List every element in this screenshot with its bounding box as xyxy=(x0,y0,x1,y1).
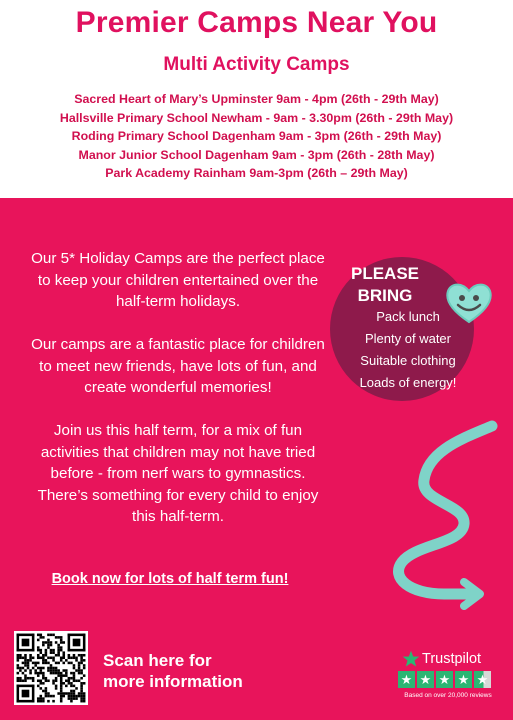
description-paragraph: Our camps are a fantastic place for children to meet new friends, have lots of fun, and create wonderful memories! xyxy=(31,336,325,396)
trustpilot-logo: Trustpilot xyxy=(422,651,482,667)
bring-item: Loads of energy! xyxy=(359,375,457,390)
page-title: Premier Camps Near You xyxy=(75,6,438,39)
trustpilot-review-count: Based on over 20,000 reviews xyxy=(404,692,492,699)
please-bring-heading-line2: BRING xyxy=(357,286,413,305)
page-subtitle: Multi Activity Camps xyxy=(163,54,350,75)
rating-star-half: ★ xyxy=(474,671,491,688)
rating-star: ★ xyxy=(455,671,472,688)
please-bring-heading-line1: PLEASE xyxy=(350,264,420,283)
camp-item: Manor Junior School Dagenham 9am - 3pm (26th - 28th May) xyxy=(78,147,435,162)
camp-list xyxy=(0,90,513,183)
header-section xyxy=(0,0,513,198)
scan-line1: Scan here for xyxy=(103,651,212,670)
book-now-link[interactable]: Book now for lots of half term fun! xyxy=(51,571,289,587)
description-paragraph: Our 5* Holiday Camps are the perfect place to keep your children entertained over the half-term holidays. xyxy=(31,250,325,310)
please-bring-heading xyxy=(330,263,440,307)
camp-item: Hallsville Primary School Newham - 9am - 3.30pm (26th - 29th May) xyxy=(59,110,454,125)
trustpilot-rating xyxy=(398,671,491,688)
rating-star: ★ xyxy=(398,671,415,688)
camp-item: Park Academy Rainham 9am-3pm (26th – 29th May) xyxy=(105,166,408,180)
rating-star: ★ xyxy=(417,671,434,688)
bring-item: Suitable clothing xyxy=(360,353,456,368)
bring-item: Plenty of water xyxy=(365,331,451,346)
description-text xyxy=(28,248,328,549)
scan-line2: more information xyxy=(103,672,243,691)
bring-item: Pack lunch xyxy=(376,309,440,324)
description-paragraph: Join us this half term, for a mix of fun activities that children may not have tried before - from nerf wars to gymnastics. There’s something for every child to enjoy this half-term. xyxy=(37,422,319,525)
smiley-heart-icon xyxy=(443,280,495,326)
rating-star: ★ xyxy=(436,671,453,688)
qr-code-icon[interactable] xyxy=(14,631,88,705)
camp-item: Roding Primary School Dagenham 9am - 3pm (26th - 29th May) xyxy=(71,129,442,143)
camp-item: Sacred Heart of Mary’s Upminster 9am - 4pm (26th - 29th May) xyxy=(74,92,439,106)
arrow-swirl-icon xyxy=(380,418,500,610)
trustpilot-star-icon xyxy=(402,650,420,668)
scan-text xyxy=(103,650,243,692)
